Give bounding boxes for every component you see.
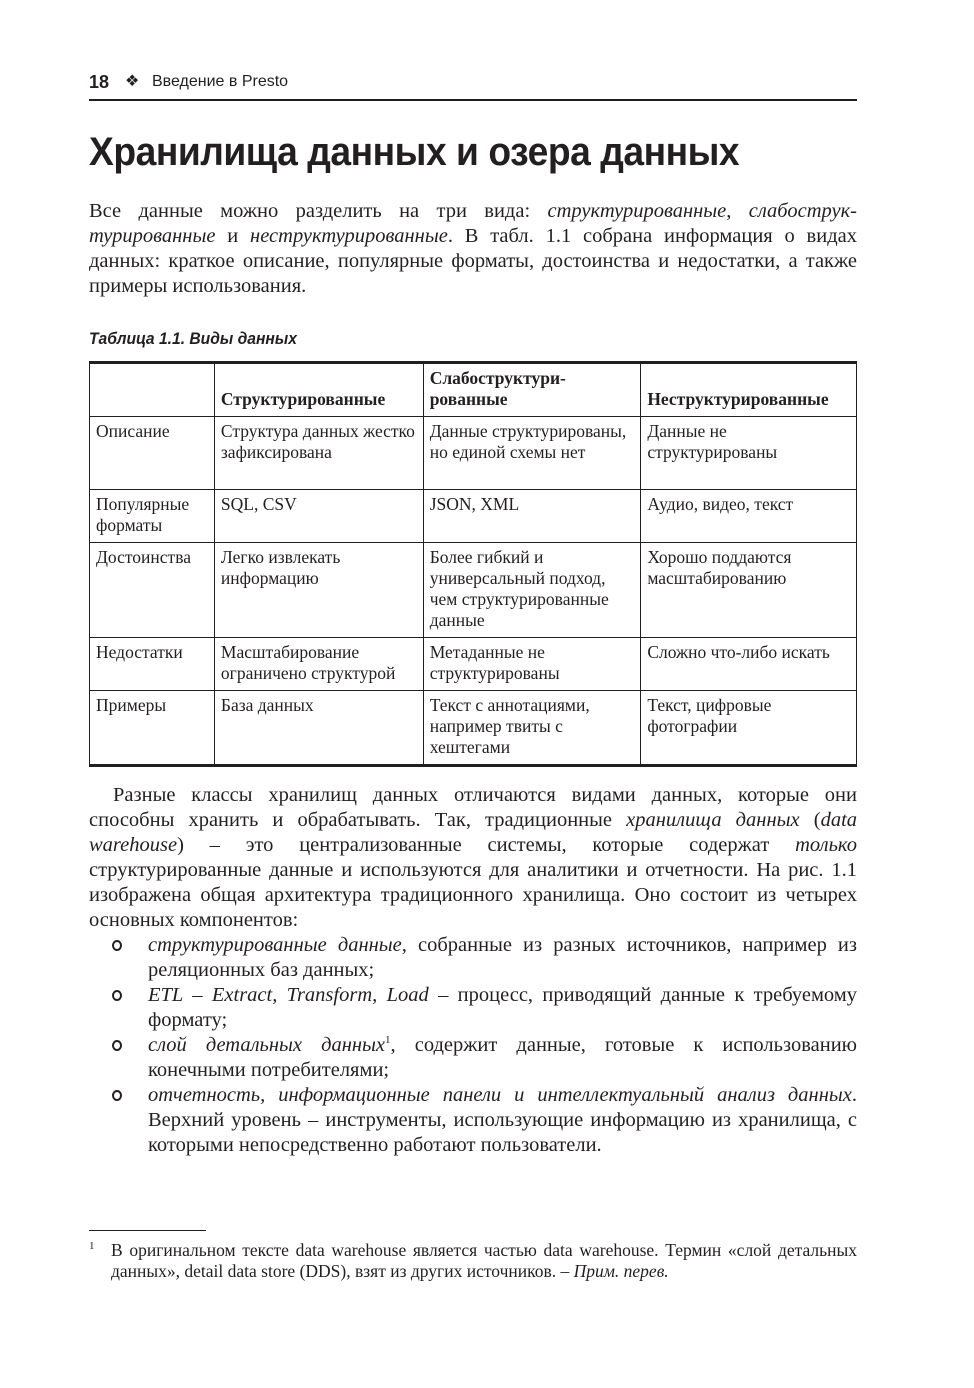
table-cell: Хорошо поддаются масштабированию — [641, 543, 857, 638]
list-item — [89, 1083, 857, 1158]
table-cell: SQL, CSV — [214, 490, 423, 543]
page-number: 18 — [89, 72, 110, 92]
text-run: , — [726, 200, 749, 222]
intro-paragraph — [89, 199, 857, 299]
text-run: В оригинальном тексте data warehouse является частью data warehouse. Термин «слой детальных данных», detail data store (DDS), взят из других источников. – — [111, 1240, 857, 1281]
row-label: Примеры — [90, 691, 215, 766]
italic-term: неструктурированные — [250, 225, 448, 247]
circle-bullet-icon — [112, 990, 122, 1001]
footnote-divider — [89, 1230, 206, 1231]
text-run: ( — [799, 809, 821, 831]
italic-term: слой детальных данных — [148, 1034, 386, 1056]
text-run: . Верхний уровень – инструменты, использующие информацию из хранилища, с которыми непосредственно работают пользователи. — [148, 1084, 857, 1156]
italic-term: слабоструктурированные — [89, 200, 857, 247]
table-row — [90, 691, 857, 766]
table-cell: Сложно что-либо искать — [641, 638, 857, 691]
running-title: Введение в Presto — [152, 73, 289, 90]
footnote-ref[interactable]: 1 — [385, 1034, 391, 1047]
italic-term: Прим. перев. — [573, 1261, 669, 1281]
footnote-mark: 1 — [89, 1240, 95, 1252]
table-cell: Текст, цифровые фотографии — [641, 691, 857, 766]
data-types-table — [89, 361, 857, 767]
table-caption: Таблица 1.1. Виды данных — [89, 329, 297, 348]
table-header-row — [90, 363, 857, 417]
row-label: Недостатки — [90, 638, 215, 691]
circle-bullet-icon — [112, 940, 122, 951]
list-item — [89, 1033, 857, 1083]
text-run: , содержит данные, готовые к использованию конечными потребителями; — [148, 1034, 857, 1081]
table-cell: Более гибкий и универсальный подход, чем структурированные данные — [423, 543, 641, 638]
text-run: и — [215, 225, 251, 247]
column-header: Слабоструктурированные — [423, 363, 641, 417]
italic-term: ETL – Extract, Transform, Load — [148, 984, 429, 1006]
text-run: . В табл. 1.1 собрана информация о видах данных: краткое описание, популярные форматы, достоинства и недостатки, а также примеры использования. — [89, 225, 857, 297]
table-cell: Текст с аннотациями, например твиты с хештегами — [423, 691, 641, 766]
row-label: Достоинства — [90, 543, 215, 638]
circle-bullet-icon — [112, 1090, 122, 1101]
italic-term: хранилища данных — [626, 809, 800, 831]
table-cell: Данные не структурированы — [641, 417, 857, 490]
table-row — [90, 417, 857, 490]
table-row — [90, 543, 857, 638]
list-item — [89, 983, 857, 1033]
italic-term: структурированные данные, — [148, 934, 407, 956]
table-cell: База данных — [214, 691, 423, 766]
list-item — [89, 933, 857, 983]
text-run: структурированные данные и используются для аналитики и отчетности. На рис. 1.1 изображена общая архитектура традиционного хранилища. Оно состоит из четырех основных компонентов: — [89, 859, 857, 931]
row-label: Описание — [90, 417, 215, 490]
table-cell: Структура данных жестко зафиксирована — [214, 417, 423, 490]
table-cell: Данные структурированы, но единой схемы нет — [423, 417, 641, 490]
running-header — [89, 70, 857, 101]
italic-term: data warehouse — [89, 809, 858, 856]
table-row — [90, 490, 857, 543]
text-run: Все данные можно разделить на три вида: — [89, 200, 548, 222]
section-title: Хранилища данных и озера данных — [89, 130, 740, 174]
body-paragraph — [89, 783, 857, 933]
components-list — [89, 933, 857, 1158]
text-run: Разные классы хранилищ данных отличаются видами данных, которые они способны хранить и обрабатывать. Так, традиционные — [89, 784, 857, 831]
table-cell: Метаданные не структурированы — [423, 638, 641, 691]
circle-bullet-icon — [112, 1040, 122, 1051]
text-run: ) – это централизованные системы, которые содержат — [177, 834, 796, 856]
column-header: Неструктурированные — [641, 363, 857, 417]
text-run: собранные из разных источников, например из реляционных баз данных; — [148, 934, 857, 981]
table-row — [90, 638, 857, 691]
table-cell: Аудио, видео, текст — [641, 490, 857, 543]
footnote — [89, 1240, 857, 1282]
ornament-icon: ❖ — [125, 73, 140, 90]
table-cell: Легко извлекать информацию — [214, 543, 423, 638]
table-cell: Масштабирование ограничено структурой — [214, 638, 423, 691]
italic-term: структурированные — [547, 200, 727, 222]
italic-term: только — [795, 834, 857, 856]
table-cell: JSON, XML — [423, 490, 641, 543]
column-header: Структурированные — [214, 363, 423, 417]
text-run: – процесс, приводящий данные к требуемому формату; — [148, 984, 857, 1031]
italic-term: отчетность, информационные панели и интеллектуальный анализ данных — [148, 1084, 852, 1106]
footnote-text — [111, 1240, 857, 1282]
column-header — [90, 363, 215, 417]
row-label: Популярные форматы — [90, 490, 215, 543]
